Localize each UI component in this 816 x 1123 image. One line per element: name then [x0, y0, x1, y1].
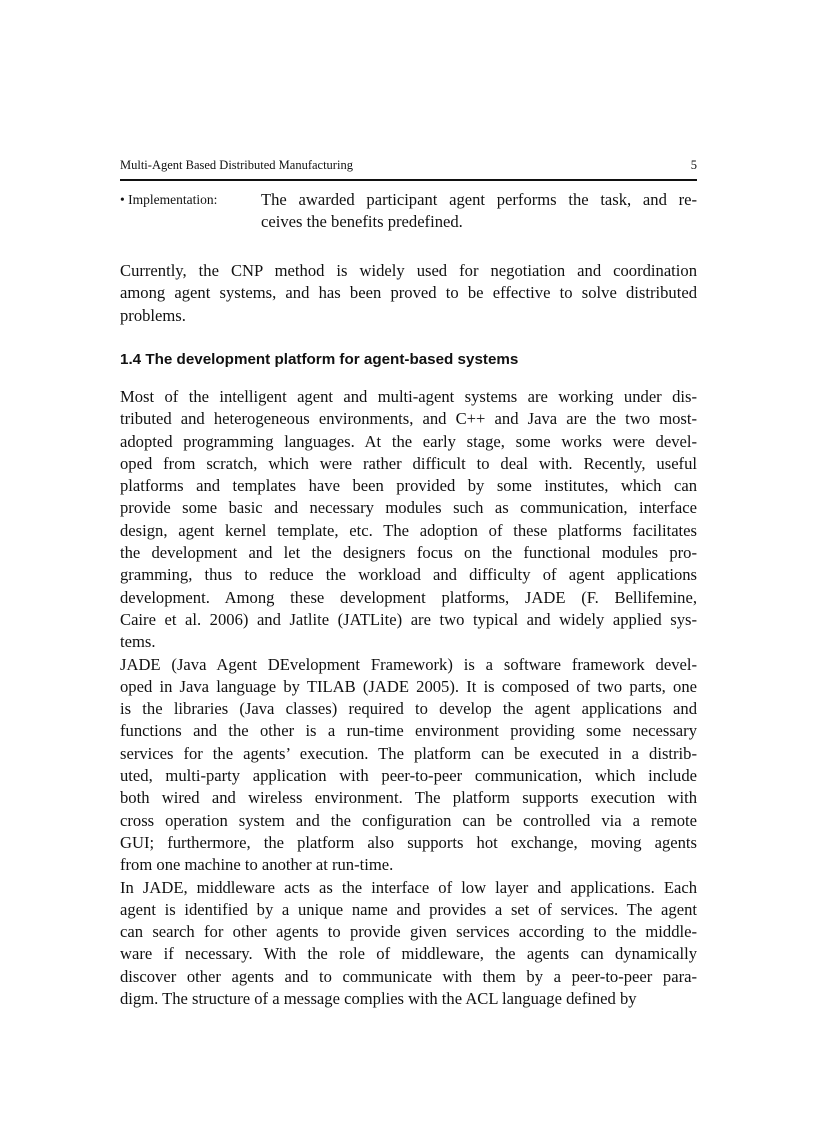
running-header [120, 158, 697, 173]
bullet-label: • Implementation: [120, 192, 218, 207]
text-line: functions and the other is a run-time environment providing some necessary [120, 721, 697, 741]
text-line: platforms and templates have been provided by some institutes, which can [120, 476, 697, 496]
section-heading: 1.4 The development platform for agent-based systems [120, 351, 519, 368]
text-line: tems. [120, 632, 156, 652]
text-line: agent is identified by a unique name and provides a set of services. The agent [120, 899, 697, 919]
text-line: tributed and heterogeneous environments, and C++ and Java are the two most- [120, 409, 697, 429]
text-line: GUI; furthermore, the platform also supports hot exchange, moving agents [120, 832, 697, 852]
text-line: adopted programming languages. At the early stage, some works were devel- [120, 431, 697, 451]
text-line: oped from scratch, which were rather difficult to deal with. Recently, useful [120, 453, 697, 473]
header-title: Multi-Agent Based Distributed Manufacturing [120, 158, 353, 172]
paragraph [120, 260, 697, 327]
text-line: JADE (Java Agent DEvelopment Framework) is a software framework devel- [120, 654, 697, 674]
text-line: from one machine to another at run-time. [120, 855, 394, 875]
text-line: development. Among these development platforms, JADE (F. Bellifemine, [120, 587, 697, 607]
text-line: both wired and wireless environment. The platform supports execution with [120, 788, 697, 808]
text-line: among agent systems, and has been proved to be effective to solve distributed [120, 283, 697, 303]
text-line: cross operation system and the configuration can be controlled via a remote [120, 810, 697, 830]
text-line: digm. The structure of a message complies with the ACL language defined by [120, 989, 637, 1009]
page-number: 5 [690, 158, 697, 172]
text-line: In JADE, middleware acts as the interface of low layer and applications. Each [120, 877, 697, 897]
text-line: Caire et al. 2006) and Jatlite (JATLite) are two typical and widely applied sys- [120, 609, 697, 629]
text-line: The awarded participant agent performs the task, and re- [261, 190, 697, 209]
text-line: can search for other agents to provide given services according to the middle- [120, 922, 697, 942]
header-rule [120, 179, 697, 181]
text-line: Currently, the CNP method is widely used for negotiation and coordination [120, 261, 697, 280]
text-line: provide some basic and necessary modules such as communication, interface [120, 498, 697, 518]
body-text [120, 386, 697, 1010]
text-line: uted, multi-party application with peer-to-peer communication, which include [120, 766, 697, 786]
text-line: problems. [120, 305, 186, 325]
text-line: ware if necessary. With the role of middleware, the agents can dynamically [120, 944, 697, 964]
text-line: design, agent kernel template, etc. The adoption of these platforms facilitates [120, 520, 697, 540]
text-line: services for the agents’ execution. The platform can be executed in a distrib- [120, 743, 697, 763]
text-line: gramming, thus to reduce the workload and difficulty of agent applications [120, 565, 697, 585]
text-line: Most of the intelligent agent and multi-agent systems are working under dis- [120, 387, 697, 406]
text-line: oped in Java language by TILAB (JADE 2005). It is composed of two parts, one [120, 676, 697, 696]
text-line: the development and let the designers focus on the functional modules pro- [120, 543, 697, 563]
text-line: discover other agents and to communicate with them by a peer-to-peer para- [120, 966, 697, 986]
text-line: ceives the benefits predefined. [261, 212, 463, 232]
text-line: is the libraries (Java classes) required to develop the agent applications and [120, 699, 697, 719]
